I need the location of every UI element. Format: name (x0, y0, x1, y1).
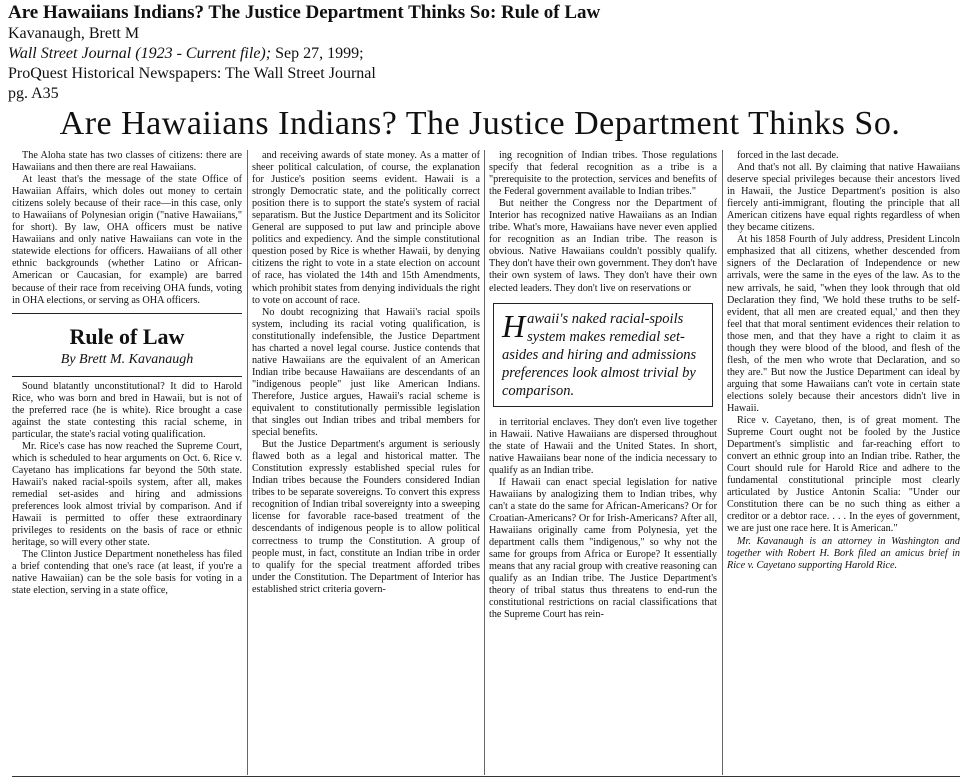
byline-divider (12, 376, 242, 377)
paragraph: No doubt recognizing that Hawaii's racial spoils system, including its racial voting qualification, is constitutionally indefensible, the Justice Department has charted a novel legal course. Justice contends that native Hawaiians are the equivalent of an American Indian tribe because Hawaiians are descendants of an "indigenous people" just like American Indians. Therefore, Justice argues, Hawaii's racial scheme is equivalent to constitutionally permissible legislation that singles out Indian tribes and tribal members for special benefits. (252, 306, 480, 439)
pull-quote (493, 303, 713, 407)
article-headline: Are Hawaiians Indians? The Justice Department Thinks So. (59, 105, 901, 142)
column-1-body (12, 381, 242, 598)
column-4 (727, 150, 960, 775)
paragraph: Mr. Rice's case has now reached the Supreme Court, which is scheduled to hear arguments on Oct. 6. Rice v. Cayetano has implications far beyond the 50th state. Hawaii's naked racial-spoils system, after all, makes remedial set-asides and hiring and admissions preferences look almost trivial by comparison. And if Hawaii is permitted to offer these extraordinary privileges to residents on the basis of race or ethnic heritage, so will every other state. (12, 440, 242, 549)
section-heading: Rule of Law (69, 323, 185, 349)
paragraph: At his 1858 Fourth of July address, President Lincoln emphasized that all citizens, whether descended from signers of the Declaration of Independence or new arrivals, were the same in the eyes of the law. As to the new arrivals, he said, "when they look through that old Declaration they find, 'We hold these truths to be self-evident, that all men are created equal,' and then they feel that that moral sentiment evidences their relation to those men, and that they have a right to claim it as though they were blood of the blood, and flesh of the flesh, of the men who wrote that Declaration, and so they are." But now the Justice Department can ideal by arguing that some Hawaiians can't vote in certain state elections solely because their ancestors didn't live in Hawaii. (727, 234, 960, 414)
column-2 (252, 150, 480, 775)
citation-block (8, 2, 948, 104)
citation-date: Sep 27, 1999; (271, 45, 364, 62)
citation-source: Wall Street Journal (1923 - Current file); (8, 45, 272, 62)
citation-page: pg. A35 (8, 85, 59, 102)
paragraph: The Aloha state has two classes of citizens: there are Hawaiians and then there are real Hawaiians. (12, 150, 242, 174)
paragraph: Sound blatantly unconstitutional? It did to Harold Rice, who was born and bred in Hawaii, but is not of the preferred race (he is white). Rice brought a case against the state contesting this racial scheme, in particular, the state's racial voting qualification. (12, 380, 242, 440)
citation-database: ProQuest Historical Newspapers: The Wall Street Journal (8, 65, 376, 82)
paragraph: The Clinton Justice Department nonetheless has filed a brief contending that one's race (at least, if you're a native Hawaiian) can be the sole basis for voting in a state election, serving in a state office, (12, 549, 242, 597)
paragraph: At least that's the message of the state Office of Hawaiian Affairs, which doles out money to certain citizens solely because of their race—in this case, only to Hawaiians of Polynesian origin ("native Hawaiians," for short). By law, OHA officers must be native Hawaiians and only native Hawaiians can vote in the statewide elections for officers. Hawaiians of all other ethnic backgrounds (whether Latino or African-American or Caucasian, for example) are barred because of their race from receiving OHA funds, voting in OHA elections, or serving as OHA officers. (12, 174, 242, 306)
paragraph: Rice v. Cayetano, then, is of great moment. The Supreme Court ought not be fooled by the Justice Department's simplistic and far-reaching effort to convert an ethnic group into an Indian tribe. Rather, the Court should rule for Harold Rice and adhere to the fundamental constitutional principle most clearly articulated by Justice Antonin Scalia: "Under our Constitution there can be no such thing as either a creditor or a debtor race. . . . In the eyes of government, we are just one race here. It is American." (727, 415, 960, 535)
column-3-body-top (489, 150, 717, 295)
paragraph: And that's not all. By claiming that native Hawaiians deserve special privileges because their ancestors lived in Hawaii, the Justice Department's position is also fiercely anti-immigrant, flouting the principle that all American citizens have equal rights regardless of when they became citizens. (727, 162, 960, 234)
paragraph: forced in the last decade. (737, 150, 839, 161)
article-byline: By Brett M. Kavanaugh (60, 351, 194, 367)
section-divider (12, 313, 242, 314)
column-rule-2 (484, 150, 485, 775)
citation-source-line (8, 44, 948, 64)
citation-author: Kavanaugh, Brett M (8, 25, 140, 42)
pull-quote-text: awaii's naked racial-spoils system makes remedial set-asides and hiring and admissions preferences look almost trivial by comparison. (502, 310, 697, 399)
column-2-body (252, 150, 480, 596)
bottom-rule (12, 776, 960, 777)
column-4-body (727, 150, 960, 536)
citation-title: Are Hawaiians Indians? The Justice Department Thinks So: Rule of Law (8, 2, 601, 23)
column-1-intro (12, 150, 242, 307)
paragraph: ing recognition of Indian tribes. Those regulations specify that federal recognition as a tribe is a "prerequisite to the protection, services and benefits of the Federal government available to Indian tribes." (489, 150, 717, 198)
column-rule-3 (722, 150, 723, 775)
paragraph: If Hawaii can enact special legislation for native Hawaiians by analogizing them to Indian tribes, why can't a state do the same for African-Americans? Or for Croatian-Americans? Or for Irish-Americans? After all, Hawaiians originally came from Polynesia, yet the department calls them "indigenous," so why not the same for groups from Africa or Europe? It essentially means that any racial group with creative reasoning can qualify as an Indian tribe. The Justice Department's theory of tribal status thus threatens to end-run the constitutional restrictions on racial classifications that the Supreme Court has rein- (489, 476, 717, 621)
pull-quote-dropcap: H (502, 307, 526, 344)
column-3-body-bottom (489, 417, 717, 622)
paragraph: in territorial enclaves. They don't even live together in Hawaii. Native Hawaiians are dispersed throughout the state of Hawaii and the United States. In short, native Hawaiians bear none of the indicia necessary to qualify as an Indian tribe. (489, 416, 717, 476)
paragraph: But neither the Congress nor the Department of Interior has recognized native Hawaiians as an Indian tribe. What's more, Hawaiians have never even applied for recognition as an Indian tribe. The reason is obvious. Native Hawaiians couldn't possibly qualify. They don't have their own government. They don't have their own system of laws. They don't have their own elected leaders. They don't live on reservations or (489, 198, 717, 294)
column-1 (12, 150, 242, 775)
column-rule-1 (247, 150, 248, 775)
paragraph: But the Justice Department's argument is seriously flawed both as a legal and historical matter. The Constitution expressly established special rules for Indian tribes because the Founders considered Indian tribes to be separate sovereigns. To convert this express recognition of Indian tribal sovereignty into a sweeping license for favorable race-based treatment of the descendants of indigenous people is to allow political correctness to trump the Constitution. A group of people must, in fact, constitute an Indian tribe in order to qualify for the special treatment afforded tribes under the Constitution. The Department of Interior has established strict criteria govern- (252, 439, 480, 595)
column-3 (489, 150, 717, 775)
author-bio: Mr. Kavanaugh is an attorney in Washington and together with Robert H. Bork filed an amicus brief in Rice v. Cayetano supporting Harold Rice. (727, 535, 960, 571)
paragraph: and receiving awards of state money. As a matter of sheer political calculation, of course, the explanation for Justice's position seems evident. Hawaii is a strongly Democratic state, and the politically correct position there is to support the state's system of racial separatism. But the Justice Department and its Solicitor General are supposed to put law and principle above politics and expediency. And the simple constitutional question posed by Rice is whether Hawaii, by denying citizens the right to vote in a state election on account of race, has violated the 14th and 15th Amendments, which prohibit states from denying individuals the right to vote on account of race. (252, 150, 480, 306)
